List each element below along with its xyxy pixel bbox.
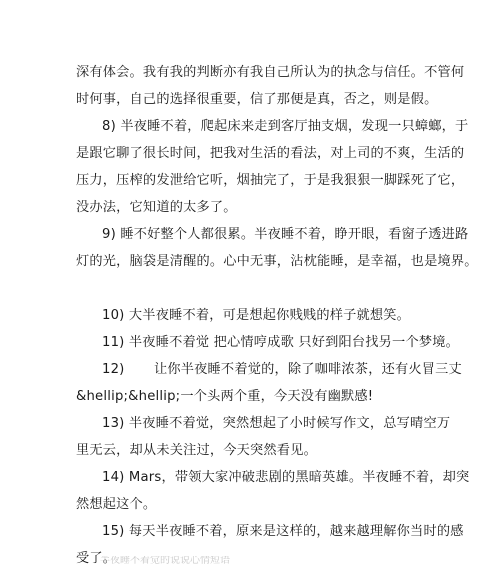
text-line: 15) 每天半夜睡不着，原来是这样的，越来越理解你当时的感 — [102, 524, 464, 539]
text-line: 9) 睡不好整个人都很累。半夜睡不着，睁开眼，看窗子透进路 — [102, 227, 469, 242]
text-line: 深有体会。我有我的判断亦有我自己所认为的执念与信任。不管何 — [76, 65, 465, 80]
text-line: 时何事，自己的选择很重要，信了那便是真，否之，则是假。 — [76, 92, 438, 107]
text-line: 8) 半夜睡不着，爬起床来走到客厅抽支烟，发现一只蟑螂，于 — [102, 119, 469, 134]
text-line: 里无云，却从未关注过，今天突然看见。 — [76, 443, 317, 458]
text-line: 是跟它聊了很长时间，把我对生活的看法，对上司的不爽，生活的 — [76, 146, 465, 161]
text-line: 让你半夜睡不着觉的，除了咖啡浓茶，还有火冒三丈 — [154, 362, 462, 377]
text-line: 10) 大半夜睡不着，可是想起你贱贱的样子就想笑。 — [102, 308, 411, 323]
text-line: 然想起这个。 — [76, 497, 157, 512]
text-line: 没办法，它知道的太多了。 — [76, 200, 237, 215]
text-line: 压力，压榨的发泄给它听，烟抽完了，于是我狠狠一脚踩死了它， — [76, 173, 465, 188]
text-line: 受了。 — [76, 551, 117, 566]
text-line: 灯的光，脑袋是清醒的。心中无事，沾枕能睡，是幸福，也是境界。 — [76, 254, 478, 269]
text-line: 14) Mars，带领大家冲破悲剧的黑暗英雄。半夜睡不着，却突 — [102, 470, 470, 485]
faded-footer-text: 半夜睡不着觉的说说心情短语 — [100, 556, 230, 566]
text-line: 13) 半夜睡不着觉，突然想起了小时候写作文，总写晴空万 — [102, 416, 451, 431]
text-line: &hellip;&hellip;一个头两个重，今天没有幽默感! — [76, 389, 374, 404]
text-line: 11) 半夜睡不着觉 把心情哼成歌 只好到阳台找另一个梦境。 — [102, 335, 459, 350]
list-number: 12) — [102, 362, 125, 377]
